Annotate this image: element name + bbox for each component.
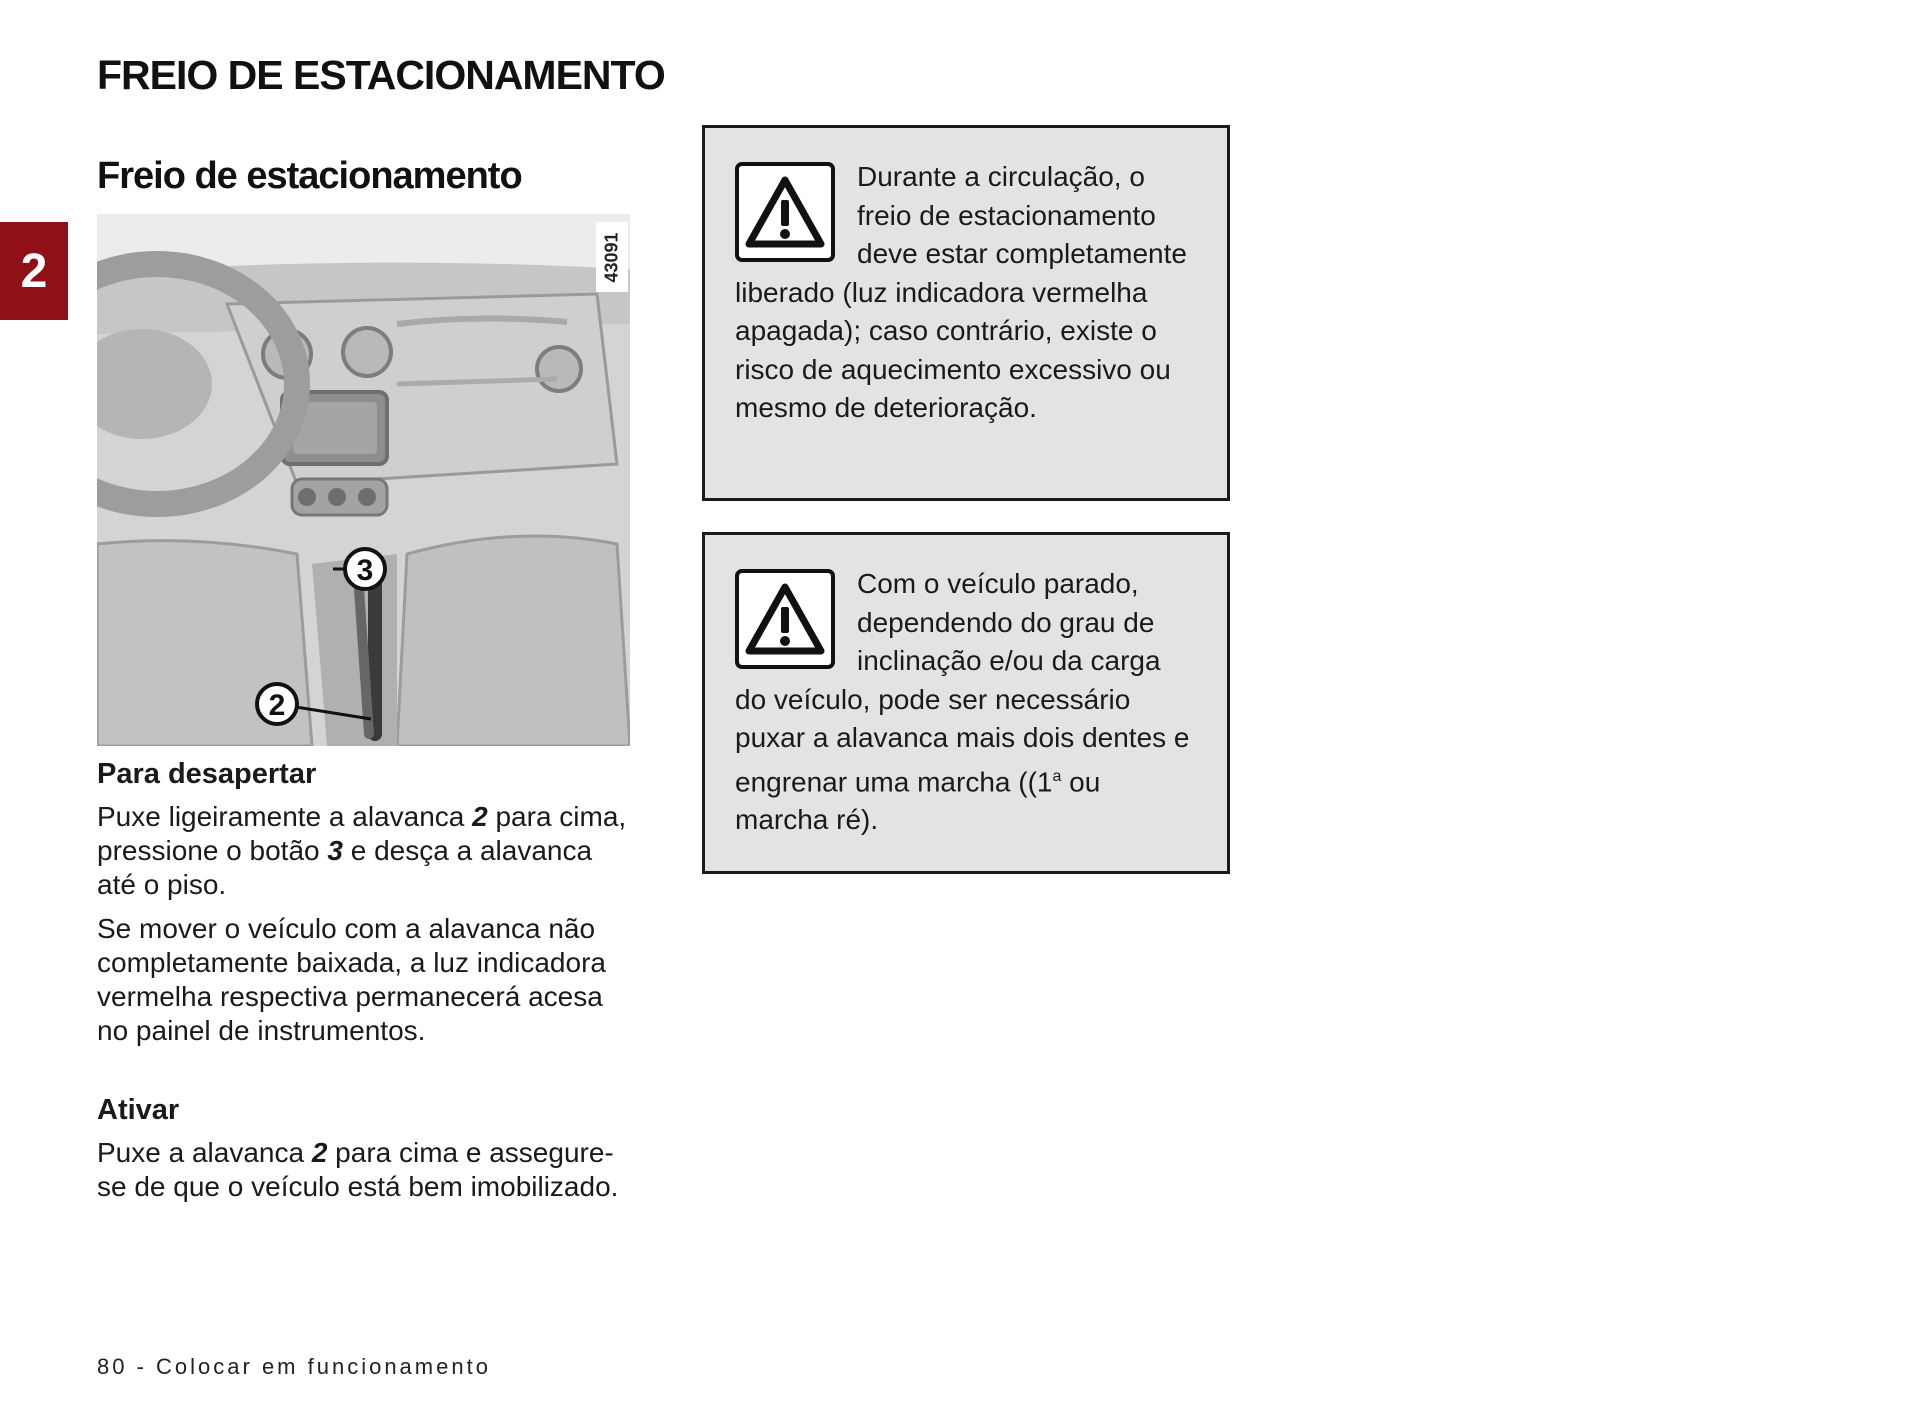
parking-brake-illustration [97, 214, 630, 746]
section-title: Freio de estacionamento [97, 155, 522, 197]
warning-triangle-icon [735, 162, 835, 262]
chapter-number: 2 [20, 244, 48, 298]
page-title: FREIO DE ESTACIONAMENTO [97, 52, 665, 98]
callout-2-label: 2 [268, 689, 286, 722]
page-footer: 80 - Colocar em funcionamento [97, 1354, 491, 1379]
callout-3-label: 3 [356, 554, 374, 587]
warning-triangle-icon [735, 569, 835, 669]
activate-heading: Ativar [97, 1094, 180, 1126]
lever-reference: 2 [311, 1137, 328, 1168]
warning-text-2: Com o veículo parado, dependendo do grau de inclinação e/ou da carga do veículo, pode ser necessário puxar a alavanca mais dois dentes e engrenar uma marcha ((1$^a$ ou marcha ré). [735, 568, 1190, 836]
figure-reference-label: 43091 [601, 231, 622, 283]
activate-paragraph: Puxe a alavanca 2 para cima e assegure-se de que o veículo está bem imobilizado. [97, 1137, 619, 1202]
warning-box-1 [702, 125, 1230, 501]
warning-box-2 [702, 532, 1230, 874]
release-paragraph-1: Puxe ligeiramente a alavanca 2 para cima, pressione o botão 3 e desça a alavanca até o piso. [97, 801, 627, 900]
release-heading: Para desapertar [97, 758, 317, 790]
figure-reference-number [596, 222, 628, 292]
button-reference: 3 [327, 835, 343, 866]
chapter-tab [0, 222, 68, 320]
release-paragraph-2: Se mover o veículo com a alavanca não completamente baixada, a luz indicadora vermelha respectiva permanecerá acesa no painel de instrumentos. [97, 913, 606, 1046]
lever-reference: 2 [472, 801, 488, 832]
warning-text-1: Durante a circulação, o freio de estacionamento deve estar completamente liberado (luz indicadora vermelha apagada); caso contrário, existe o risco de aquecimento excessivo ou mesmo de deterioração. [735, 161, 1187, 423]
